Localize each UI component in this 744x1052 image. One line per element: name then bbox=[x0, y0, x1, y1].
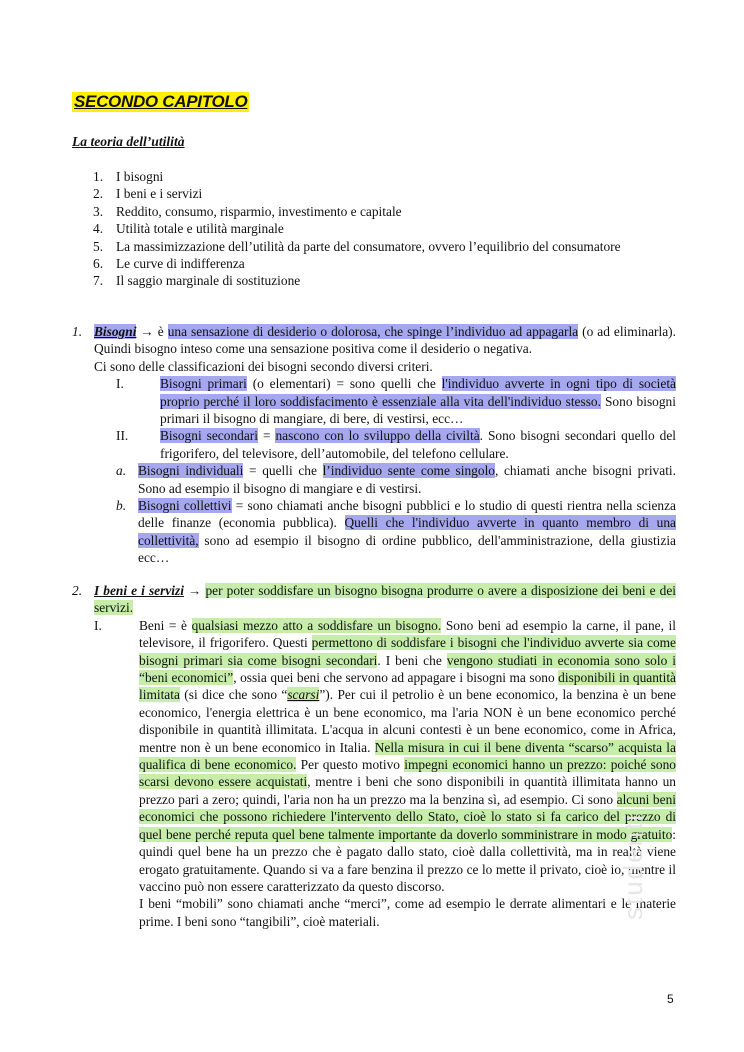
list-item: II. Bisogni secondari = nascono con lo sviluppo della civiltà. Sono bisogni secondari quello del frigorifero, del televisore, dell’automobile, del telefono cellulare. bbox=[116, 428, 676, 461]
section-number: 2. bbox=[72, 583, 83, 598]
list-item: I. Bisogni primari (o elementari) = sono quelli che l'individuo avverte in ogni tipo di società proprio perché il loro soddisfacimento è essenziale alla vita dell'individuo stesso. Sono bisogni primari il bisogno di mangiare, di bere, di vestirsi, ecc… bbox=[116, 376, 676, 427]
list-item: I. Beni = è qualsiasi mezzo atto a soddisfare un bisogno. Sono beni ad esempio la carne, il pane, il televisore, il frigorifero. Questi permettono di soddisfare i bisogni che l'individuo avverte sia come bisogni primari sia come bisogni secondari. I beni che vengono studiati in economia sono solo i “beni economici”, ossia quei beni che servono ad appagare i bisogni ma sono disponibili in quantità limitata (si dice che sono “scarsi”). Per cui il petrolio è un bene economico, la benzina è un bene economico, l'energia elettrica è un bene economico, ma l'aria NON è un bene economico perché disponibile in quantità illimitata. L'acqua in alcuni contesti è un bene economico, come in Africa, mentre non è un bene economico in Italia. Nella misura in cui il bene diventa “scarso” acquista la qualifica di bene economico. Per questo motivo impegni economici hanno un prezzo: poiché sono scarsi devono essere acquistati, mentre i beni che sono disponibili in quantità illimitata hanno un prezzo pari a zero; quindi, l'aria non ha un prezzo ma la benzina sì, ad esempio. Ci sono alcuni beni economici che possono richiedere l'intervento dello Stato, cioè lo stato si fa carico del prezzo di quel bene perché reputa quel bene talmente importante da doverlo somministrare in modo gratuito: quindi quel bene ha un prezzo che è pagato dallo stato, cioè dalla collettività, ma in realtà viene erogato gratuitamente. Quando si va a fare benzina il prezzo ce lo mette il privato, cioè io, mentre il vaccino può non essere caratterizzato da questo discorso. I beni “mobili” sono chiamati anche “merci”, come ad esempio le derrate alimentari e le materie prime. I beni sono “tangibili”, cioè materiali. bbox=[94, 617, 677, 929]
section-heading: I beni e i servizi bbox=[94, 583, 184, 598]
toc-item: 1. I bisogni bbox=[93, 169, 164, 184]
table-of-contents bbox=[93, 168, 683, 290]
section-number: 1. bbox=[72, 324, 83, 339]
section-heading: Bisogni bbox=[94, 324, 137, 339]
section-title: La teoria dell’utilità bbox=[72, 134, 185, 149]
watermark: studenti bbox=[618, 812, 648, 920]
page-number: 5 bbox=[667, 992, 674, 1006]
list-item: b. Bisogni collettivi = sono chiamati anche bisogni pubblici e lo studio di questi rientra nella scienza delle finanze (economia pubblica). Quelli che l'individuo avverte in quanto membro di una collettività, sono ad esempio il bisogno di ordine pubblico, dell'amministrazione, della giustizia ecc… bbox=[116, 498, 676, 566]
toc-item: 6. Le curve di indifferenza bbox=[93, 256, 245, 272]
toc-item: 7. Il saggio marginale di sostituzione bbox=[93, 273, 301, 289]
toc-item: 2. I beni e i servizi bbox=[93, 186, 203, 202]
section-bisogni: 1. Bisogni → è una sensazione di desiderio o dolorosa, che spinge l’individuo ad appagarla (o ad eliminarla). Quindi bisogno inteso come una sensazione positiva come il desiderio o negativa. Ci sono delle classificazioni dei bisogni secondo diversi criteri. I. Bisogni primari (o elementari) = sono quelli che l'individuo avverte in ogni tipo di società proprio perché il loro soddisfacimento è essenziale alla vita dell'individuo stesso. Sono bisogni primari il bisogno di mangiare, di bere, di vestirsi, ecc… II. Bisogni secondari = nascono con lo sviluppo della civiltà. Sono bisogni secondari quello del frigorifero, del televisore, dell’automobile, del telefono cellulare. a. Bisogni individuali = quelli che l’individuo sente come singolo, chiamati anche bisogni privati. Sono ad esempio il bisogno di mangiare e di vestirsi. b. Bisogni collettivi = sono chiamati anche bisogni pubblici e lo studio di questi rientra nella scienza delle finanze (economia pubblica). Quelli che l'individuo avverte in quanto membro di una collettività, sono ad esempio il bisogno di ordine pubblico, dell'amministrazione, della giustizia ecc… bbox=[72, 324, 676, 566]
list-item: a. Bisogni individuali = quelli che l’individuo sente come singolo, chiamati anche bisogni privati. Sono ad esempio il bisogno di mangiare e di vestirsi. bbox=[116, 463, 676, 496]
classification-intro: Ci sono delle classificazioni dei bisogni secondo diversi criteri. bbox=[94, 358, 433, 374]
chapter-title: SECONDO CAPITOLO bbox=[74, 92, 248, 111]
toc-item: 5. La massimizzazione dell’utilità da parte del consumatore, ovvero l’equilibrio del consumatore bbox=[93, 238, 621, 254]
section-beni: 2. I beni e i servizi → per poter soddisfare un bisogno bisogna produrre o avere a disposizione dei beni e dei servizi. I. Beni = è qualsiasi mezzo atto a soddisfare un bisogno. Sono beni ad esempio la carne, il pane, il televisore, il frigorifero. Questi permettono di soddisfare i bisogni che l'individuo avverte sia come bisogni primari sia come bisogni secondari. I beni che vengono studiati in economia sono solo i “beni economici”, ossia quei beni che servono ad appagare i bisogni ma sono disponibili in quantità limitata (si dice che sono “scarsi”). Per cui il petrolio è un bene economico, la benzina è un bene economico, l'energia elettrica è un bene economico, ma l'aria NON è un bene economico perché disponibile in quantità illimitata. L'acqua in alcuni contesti è un bene economico, come in Africa, mentre non è un bene economico in Italia. Nella misura in cui il bene diventa “scarso” acquista la qualifica di bene economico. Per questo motivo impegni economici hanno un prezzo: poiché sono scarsi devono essere acquistati, mentre i beni che sono disponibili in quantità illimitata hanno un prezzo pari a zero; quindi, l'aria non ha un prezzo ma la benzina sì, ad esempio. Ci sono alcuni beni economici che possono richiedere l'intervento dello Stato, cioè lo stato si fa carico del prezzo di quel bene perché reputa quel bene talmente importante da doverlo somministrare in modo gratuito: quindi quel bene ha un prezzo che è pagato dallo stato, cioè dalla collettività, ma in realtà viene erogato gratuitamente. Quando si va a fare benzina il prezzo ce lo mette il privato, cioè io, mentre il vaccino può non essere caratterizzato da questo discorso. I beni “mobili” sono chiamati anche “merci”, come ad esempio le derrate alimentari e le materie prime. I beni sono “tangibili”, cioè materiali. bbox=[72, 583, 677, 929]
toc-item: 4. Utilità totale e utilità marginale bbox=[93, 221, 284, 237]
toc-item: 3. Reddito, consumo, risparmio, investimento e capitale bbox=[93, 203, 402, 219]
